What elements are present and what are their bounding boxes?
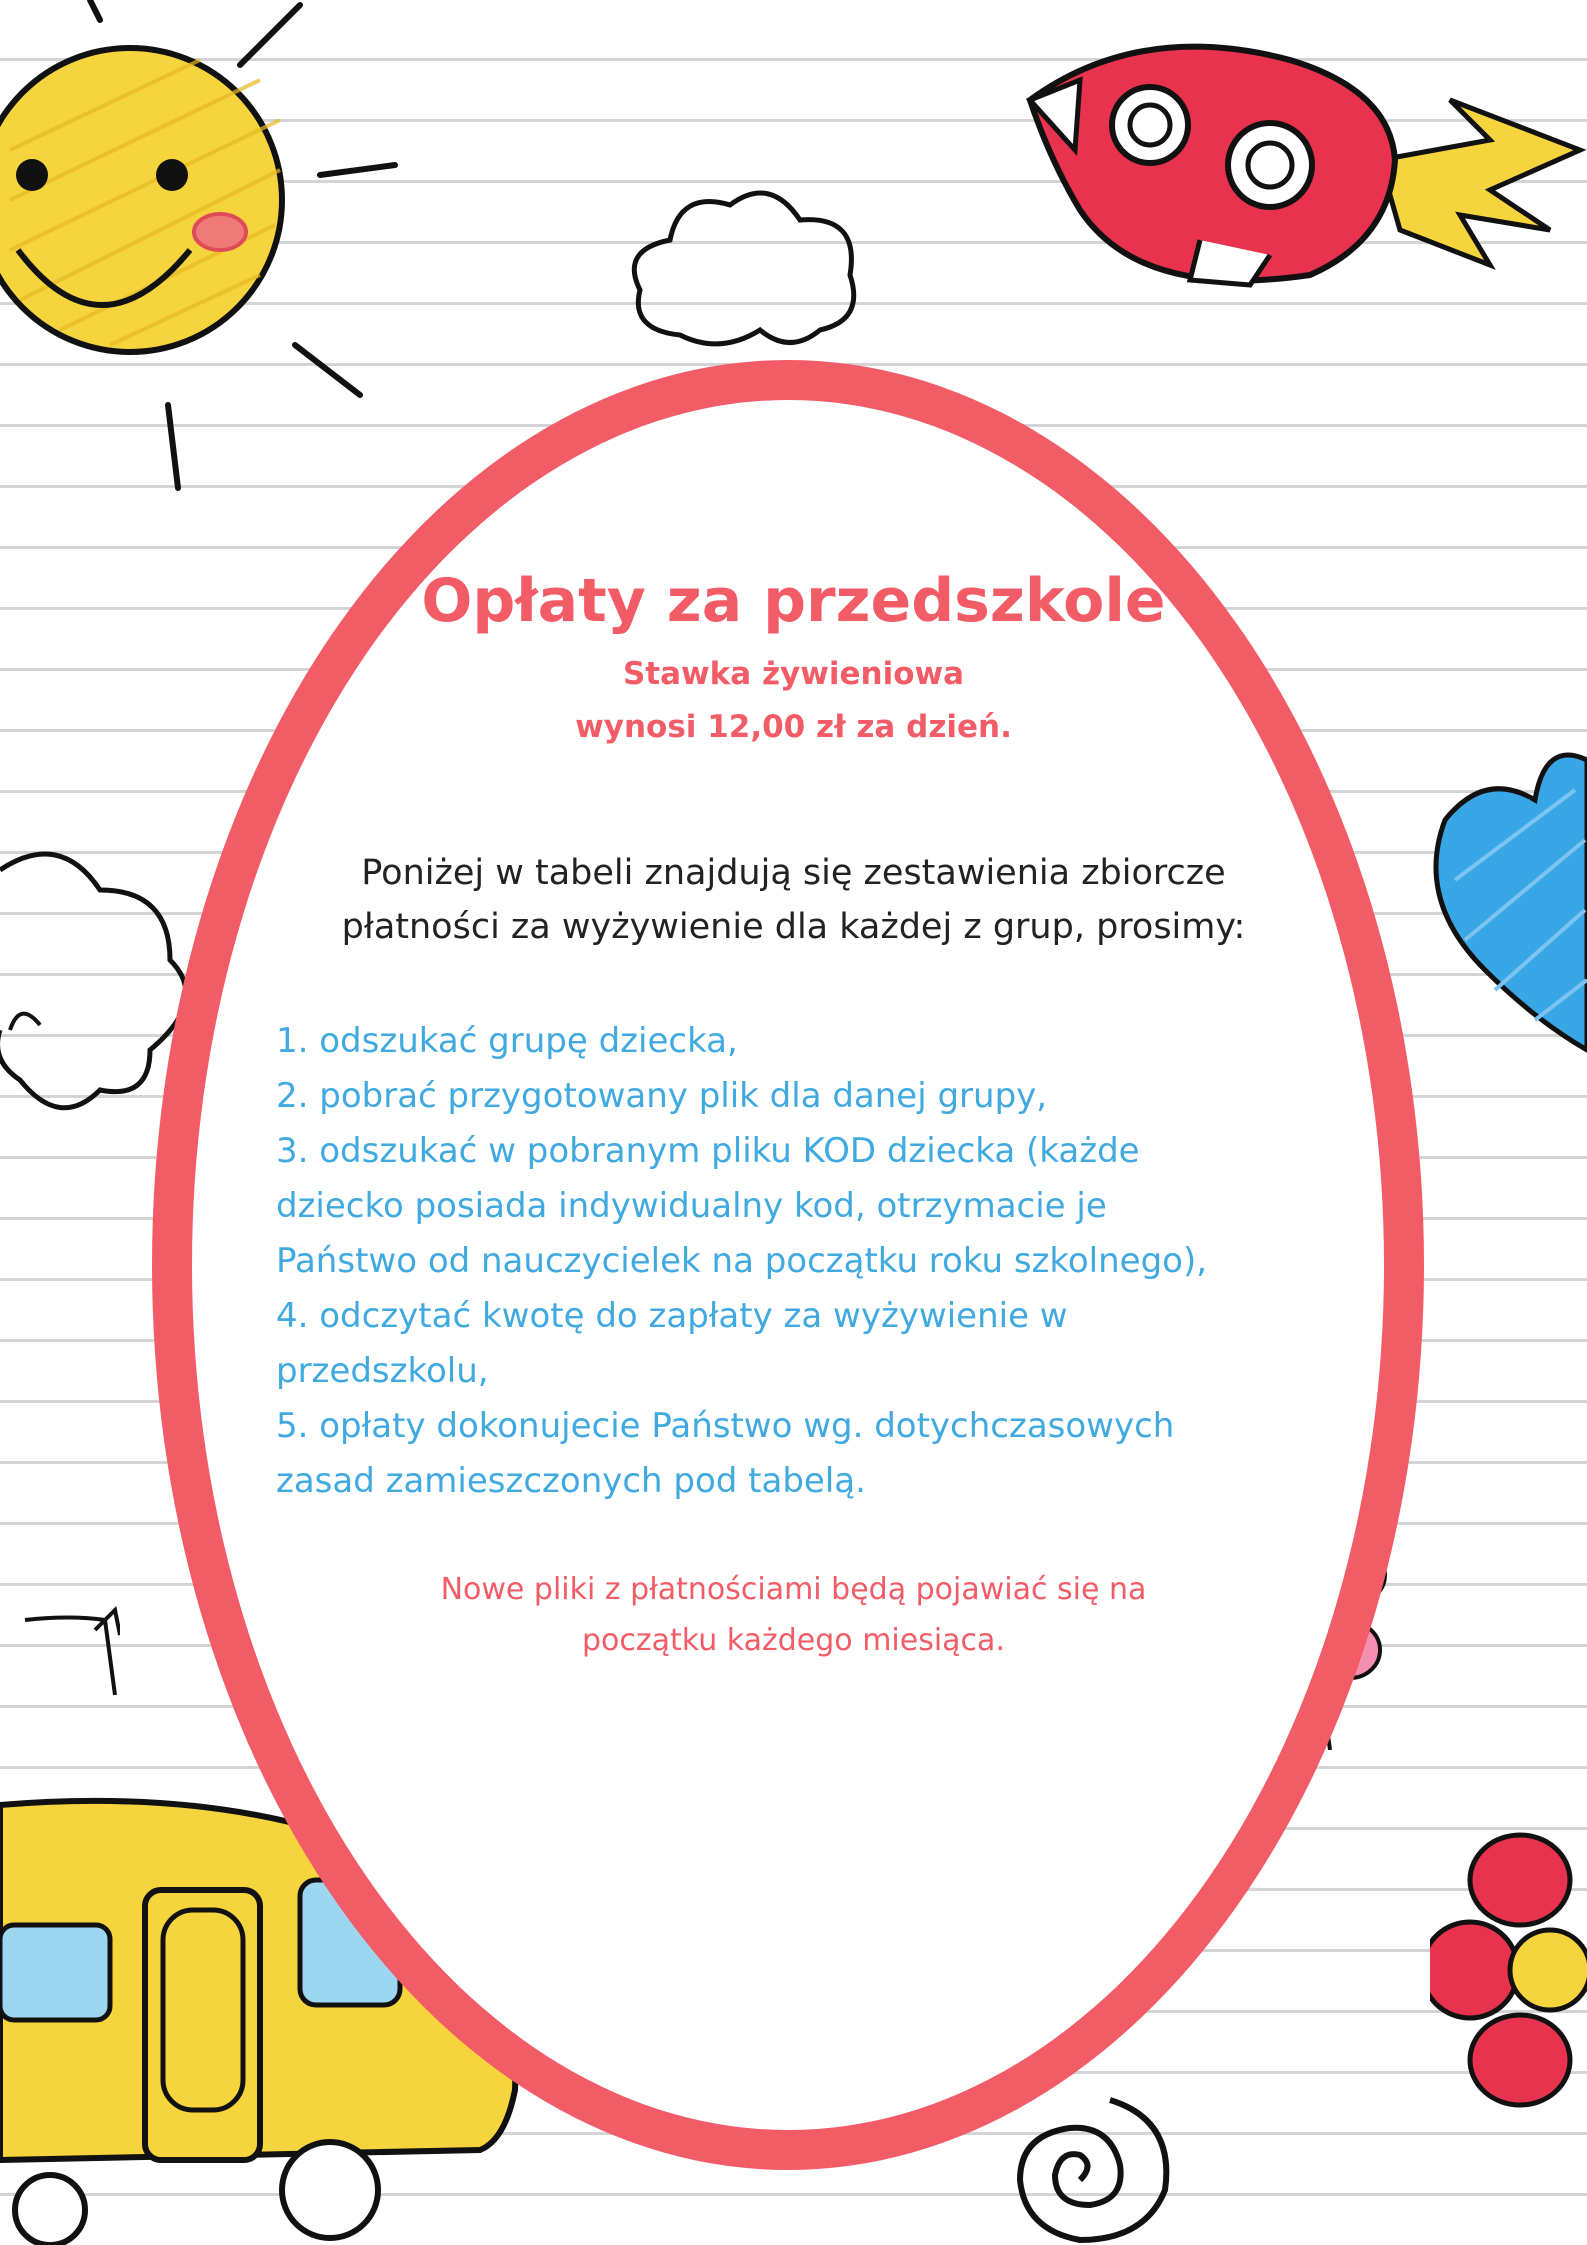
- steps-line: 5. opłaty dokonujecie Państwo wg. dotychczasowych: [276, 1406, 1175, 1446]
- subtitle-line: wynosi 12,00 zł za dzień.: [575, 709, 1012, 745]
- footer-note: [340, 1564, 1247, 1666]
- steps-line: 1. odszukać grupę dziecka,: [276, 1021, 738, 1061]
- steps-line: zasad zamieszczonych pod tabelą.: [276, 1461, 866, 1501]
- intro-paragraph: [240, 846, 1347, 954]
- steps-line: przedszkolu,: [276, 1351, 489, 1391]
- steps-line: 3. odszukać w pobranym pliku KOD dziecka (każde: [276, 1131, 1140, 1171]
- steps-line: 2. pobrać przygotowany plik dla danej grupy,: [276, 1076, 1048, 1116]
- steps-line: Państwo od nauczycielek na początku roku szkolnego),: [276, 1241, 1208, 1281]
- subtitle-line: Stawka żywieniowa: [622, 656, 965, 692]
- footer-line: Nowe pliki z płatnościami będą pojawiać się na: [440, 1572, 1147, 1607]
- steps-list: [276, 1014, 1296, 1509]
- steps-line: dziecko posiada indywidualny kod, otrzymacie je: [276, 1186, 1107, 1226]
- page-title: Opłaty za przedszkole: [421, 566, 1166, 636]
- footer-line: początku każdego miesiąca.: [582, 1623, 1005, 1658]
- meal-rate-subtitle: [400, 648, 1187, 754]
- steps-line: 4. odczytać kwotę do zapłaty za wyżywienie w: [276, 1296, 1068, 1336]
- intro-line: Poniżej w tabeli znajdują się zestawienia zbiorcze: [361, 853, 1226, 893]
- intro-line: płatności za wyżywienie dla każdej z grup, prosimy:: [341, 907, 1246, 947]
